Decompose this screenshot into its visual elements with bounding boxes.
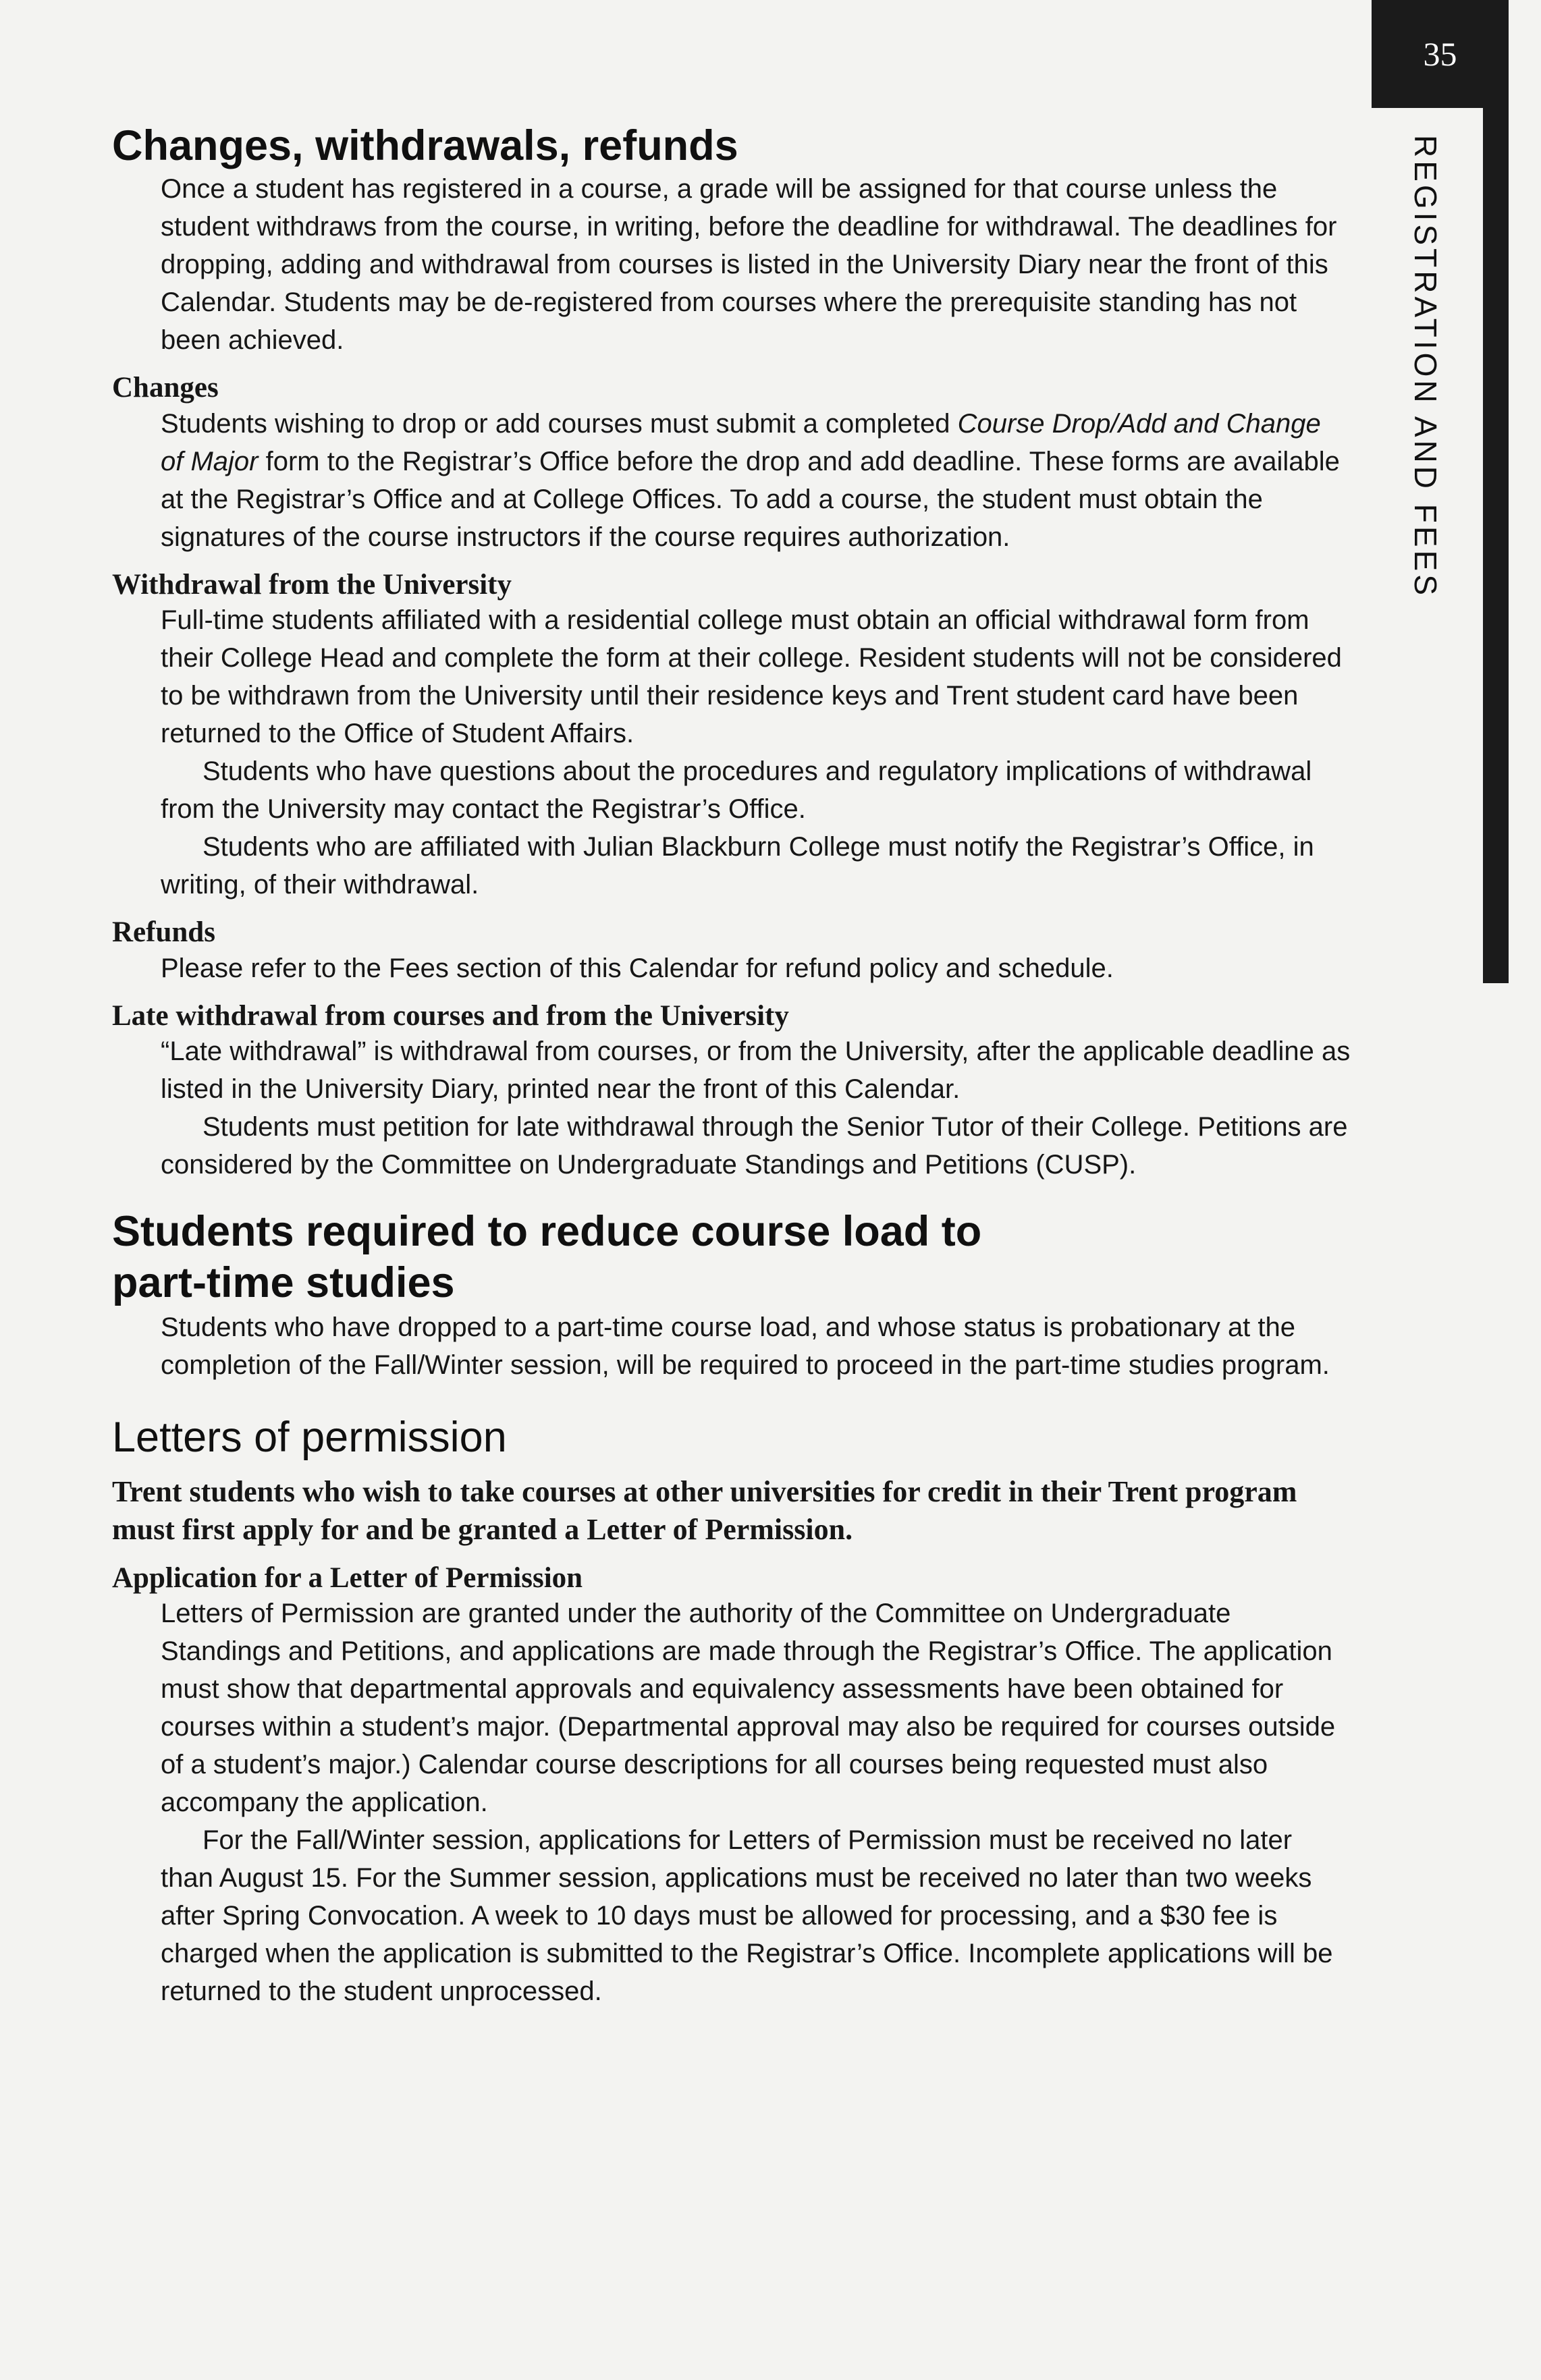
page-number: 35	[1423, 35, 1457, 73]
late-withdrawal-paragraph-1: “Late withdrawal” is withdrawal from courses, or from the University, after the applicable deadline as listed in the University Diary, printed near the front of this Calendar.	[161, 1036, 1351, 1105]
changes-form-name: Course Drop/Add and Change of Major	[161, 408, 1321, 476]
application-paragraph-1: Letters of Permission are granted under the authority of the Committee on Undergraduate Standings and Petitions, and applications are made through the Registrar’s Office. The application must show that departmental approvals and equivalency assessments have been obtained for courses within a student’s major. (Departmental approval may also be required for courses outside of a student’s major.) Calendar course descriptions for all courses being requested must also accompany the application.	[161, 1599, 1336, 1818]
changes-intro-paragraph: Once a student has registered in a course, a grade will be assigned for that course unless the student withdraws from the course, in writing, before the deadline for withdrawal. The deadlines for dropping, adding and withdrawal from courses is listed in the University Diary near the front of this Calendar. Students may be de-registered from courses where the prerequisite standing has not been achieved.	[161, 174, 1337, 356]
refunds-paragraph: Please refer to the Fees section of this Calendar for refund policy and schedule.	[161, 953, 1114, 983]
page-content	[112, 121, 1351, 2010]
page-number-tab	[1372, 0, 1509, 108]
late-withdrawal-paragraph-2: Students must petition for late withdrawal through the Senior Tutor of their College. Petitions are considered by the Committee on Undergraduate Standings and Petitions (CUSP).	[161, 1112, 1348, 1180]
section-side-label: REGISTRATION AND FEES	[1408, 135, 1443, 599]
heading-changes-withdrawals-refunds: Changes, withdrawals, refunds	[112, 122, 738, 169]
subheading-late-withdrawal: Late withdrawal from courses and from the University	[112, 999, 789, 1032]
subheading-withdrawal-from-university: Withdrawal from the University	[112, 568, 512, 601]
changes-text-before: Students wishing to drop or add courses must submit a completed	[161, 408, 958, 439]
subheading-application-letter: Application for a Letter of Permission	[112, 1561, 583, 1594]
withdrawal-paragraph-3: Students who are affiliated with Julian Blackburn College must notify the Registrar’s Office, in writing, of their withdrawal.	[161, 832, 1314, 900]
changes-text-after: form to the Registrar’s Office before the drop and add deadline. These forms are available at the Registrar’s Office and at College Offices. To add a course, the student must obtain the signatures of the course instructors if the course requires authorization.	[161, 446, 1340, 552]
subheading-changes: Changes	[112, 372, 219, 404]
heading-part-time-studies: Students required to reduce course load to part-time studies	[112, 1208, 982, 1306]
part-time-paragraph: Students who have dropped to a part-time course load, and whose status is probationary at the completion of the Fall/Winter session, will be required to proceed in the part-time studies program.	[161, 1312, 1330, 1381]
application-paragraph-2: For the Fall/Winter session, applications for Letters of Permission must be received no later than August 15. For the Summer session, applications must be received no later than two weeks after Spring Convocation. A week to 10 days must be allowed for processing, and a $30 fee is charged when the application is submitted to the Registrar’s Office. Incomplete applications will be returned to the student unprocessed.	[161, 1825, 1333, 2007]
withdrawal-paragraph-1: Full-time students affiliated with a residential college must obtain an official withdrawal form from their College Head and complete the form at their college. Resident students will not be considered to be withdrawn from the University until their residence keys and Trent student card have been returned to the Office of Student Affairs.	[161, 605, 1342, 749]
letters-lead-paragraph: Trent students who wish to take courses at other universities for credit in their Trent program must first apply for and be granted a Letter of Permission.	[112, 1474, 1297, 1547]
subheading-refunds: Refunds	[112, 916, 215, 949]
withdrawal-paragraph-2: Students who have questions about the procedures and regulatory implications of withdrawal from the University may contact the Registrar’s Office.	[161, 756, 1312, 825]
changes-paragraph	[112, 405, 1351, 556]
heading-letters-of-permission: Letters of permission	[112, 1414, 507, 1462]
section-side-bar	[1483, 108, 1509, 983]
